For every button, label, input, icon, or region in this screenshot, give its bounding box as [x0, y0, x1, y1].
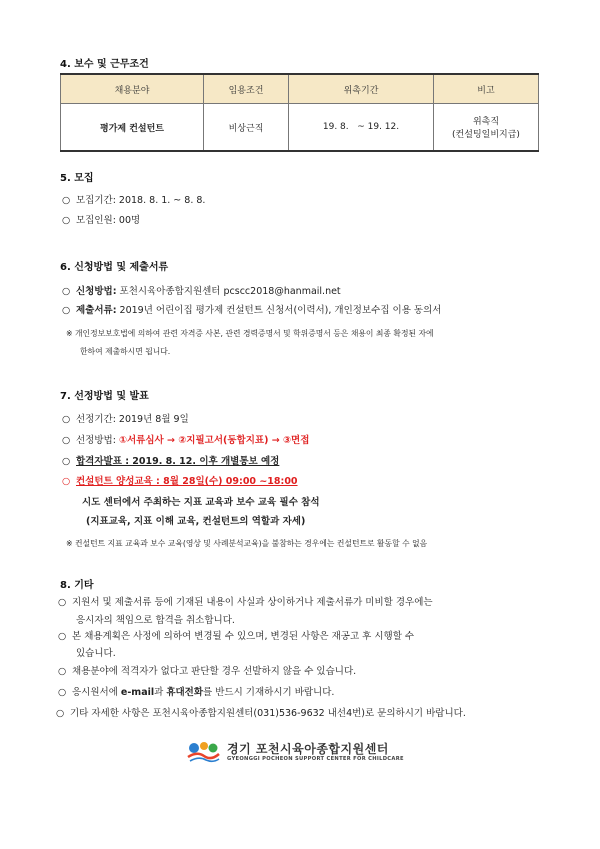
- apply-method-label: 신청방법:: [76, 286, 117, 297]
- bullet-icon: ○: [62, 435, 71, 446]
- note-line: (컨설팅일비지급): [452, 130, 520, 140]
- section-5-heading: 5. 모집: [60, 173, 94, 184]
- table-cell-period: 19. 8. ~ 19. 12.: [289, 104, 434, 152]
- table-header: 채용분야: [61, 74, 204, 104]
- table-row: [61, 104, 539, 152]
- announcement: [62, 455, 279, 469]
- etc-item-4-post: 를 반드시 기재하시기 바랍니다.: [203, 687, 335, 698]
- section-8-heading: 8. 기타: [60, 580, 94, 591]
- training: [62, 475, 298, 489]
- table-header: 위촉기간: [289, 74, 434, 104]
- section-7-heading: 7. 선정방법 및 발표: [60, 391, 149, 402]
- table-header: 임용조건: [204, 74, 289, 104]
- etc-item-4-pre: 응시원서에: [72, 687, 121, 698]
- bullet-icon: ○: [58, 631, 67, 642]
- org-name-english: GYEONGGI POCHEON SUPPORT CENTER FOR CHILDCARE: [227, 756, 404, 762]
- apply-method: [62, 285, 341, 299]
- table-header: 비고: [434, 74, 539, 104]
- etc-item-4-phone: 휴대전화: [166, 687, 204, 698]
- training-sub-1: 시도 센터에서 주최하는 지표 교육과 보수 교육 필수 참석: [82, 497, 320, 508]
- etc-item-1: [58, 596, 433, 610]
- org-name-korean: 경기 포천시육아종합지원센터: [227, 742, 389, 756]
- bullet-icon: ○: [58, 666, 67, 677]
- etc-item-3: [58, 665, 356, 679]
- selection-steps: ①서류심사 → ②지필고서(동합지표) → ③면접: [118, 435, 310, 446]
- bullet-icon: ○: [62, 456, 71, 467]
- selection-date: [62, 413, 189, 427]
- conditions-table: [60, 73, 539, 152]
- bullet-icon: ○: [62, 215, 71, 226]
- bullet-icon: ○: [62, 476, 71, 487]
- training-sub-2: (지표교육, 지표 이해 교육, 컨설턴트의 역할과 자세): [86, 516, 306, 527]
- etc-item-5-text: 기타 자세한 사항은 포천시육아종합지원센터(031)536-9632 내선4번)로 문의하시기 바랍니다.: [70, 708, 466, 719]
- section-4-heading: 4. 보수 및 근무조건: [60, 59, 149, 70]
- recruit-count-text: 모집인원: 00명: [76, 215, 141, 226]
- bullet-icon: ○: [62, 195, 71, 206]
- announcement-text: 합격자발표 : 2019. 8. 12. 이후 개별통보 예정: [76, 456, 280, 467]
- table-cell-note: [434, 104, 539, 152]
- bullet-icon: ○: [56, 708, 65, 719]
- etc-item-4: [58, 686, 334, 700]
- etc-item-4-mid: 과: [154, 687, 167, 698]
- bullet-icon: ○: [62, 286, 71, 297]
- etc-item-3-text: 채용분야에 적격자가 없다고 판단할 경우 선발하지 않을 수 있습니다.: [72, 666, 357, 677]
- apply-method-text: 포천시육아종합지원센터 pcscc2018@hanmail.net: [116, 286, 341, 297]
- bullet-icon: ○: [62, 414, 71, 425]
- recruit-period-text: 모집기간: 2018. 8. 1. ~ 8. 8.: [76, 195, 206, 206]
- etc-item-2-text: 본 채용계획은 사정에 의하여 변경될 수 있으며, 변경된 사항은 재공고 후 시행할 수: [72, 631, 415, 642]
- bullet-icon: ○: [58, 597, 67, 608]
- apply-docs-text: 2019년 어린이집 평가제 컨설턴트 신청서(이력서), 개인정보수집 이용 동의서: [116, 305, 442, 316]
- etc-item-2-cont: 있습니다.: [76, 648, 116, 659]
- training-note: ※ 컨설턴트 지표 교육과 보수 교육(영상 및 사례분석교육)을 불참하는 경우에는 컨설턴트로 활동할 수 없음: [66, 539, 428, 548]
- childcare-logo-icon: [185, 739, 221, 765]
- recruit-count: [62, 214, 140, 228]
- etc-item-1-text: 지원서 및 제출서류 등에 기재된 내용이 사실과 상이하거나 제출서류가 미비할 경우에는: [72, 597, 433, 608]
- etc-item-1-cont: 응시자의 책임으로 합격을 취소합니다.: [76, 615, 235, 626]
- recruit-period: [62, 194, 205, 208]
- privacy-note: ※ 개인정보보호법에 의하여 관련 자격증 사본, 관련 경력증명서 및 학위증명서 등은 채용이 최종 확정된 자에: [66, 329, 434, 338]
- selection-method-label: 선정방법:: [76, 435, 119, 446]
- section-6-heading: 6. 신청방법 및 제출서류: [60, 262, 169, 273]
- bullet-icon: ○: [62, 305, 71, 316]
- etc-item-4-email: e-mail: [120, 687, 155, 698]
- bullet-icon: ○: [58, 687, 67, 698]
- etc-item-5: [56, 707, 466, 721]
- note-line: 위촉직: [472, 117, 500, 127]
- privacy-note-cont: 한하여 제출하시면 됩니다.: [80, 347, 171, 356]
- table-cell-condition: 비상근직: [204, 104, 289, 152]
- table-cell-field: 평가제 컨설턴트: [61, 104, 204, 152]
- footer-logo: [185, 739, 445, 767]
- apply-docs: [62, 304, 441, 318]
- selection-method: [62, 434, 309, 448]
- apply-docs-label: 제출서류:: [76, 305, 117, 316]
- selection-date-text: 선정기간: 2019년 8월 9일: [76, 414, 189, 425]
- etc-item-2: [58, 630, 414, 644]
- training-text: 컨설턴트 양성교육 : 8월 28일(수) 09:00 ~18:00: [76, 476, 298, 487]
